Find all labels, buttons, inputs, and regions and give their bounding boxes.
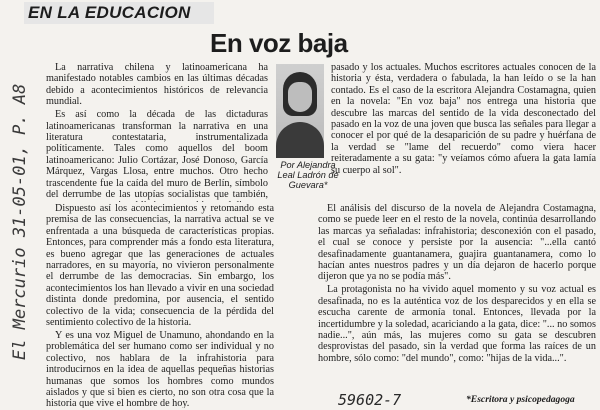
paragraph: El análisis del discurso de la novela de Alejandra Costamagna, como se puede leer en el resto de la novela, continúa desarrollando las marcas ya señaladas: infrahistoria; desconexión con el pasado, el cual se conoce y persiste por la ausencia: "...ella cantó desafinadamente guantanamera, guajira guantanamera, como lo hacían antes nuestros padres y un día dejaron de hacerlo porque dijeron que ya no se podía más". — [318, 203, 596, 283]
handwritten-source-note: El Mercurio 31-05-01, P. A8 — [10, 83, 30, 360]
article-headline: En voz baja — [210, 28, 348, 58]
author-photo — [276, 64, 324, 158]
author-note: *Escritora y psicopedagoga — [466, 394, 575, 405]
photo-caption: Por Alejandra Leal Ladrón de Guevara* — [277, 160, 339, 191]
handwritten-archive-number: 59602-7 — [338, 391, 402, 409]
paragraph: Es así como la década de las dictaduras latinoamericanas transforman la narrativa en una literatura contestataria, instrumentalizada políticamente. Tales como aquellos del boom latinoamericano: Julio Cortázar, José Donoso, García Márquez, Vargas Llosa, entre muchos. Otro hecho trascendente fue la caída del muro de Berlín, símbolo del derrumbe de las utopías socialistas que también, — [46, 109, 268, 200]
column-2-bottom — [318, 203, 596, 385]
column-1-bottom — [46, 203, 274, 408]
paragraph: La protagonista no ha vivido aquel momento y su voz actual es desafinada, no es la auténtica voz de los desparecidos y en ella se escucha carente de armonía tonal. Entonces, llevada por la incertidumbre y la soledad, acariciando a la gata, dice: "... no somos nadie...", aún más, las mujeres como su gata se descubren desprovistas del pasado, sin la verdad que forma las raíces de un hombre, sólo como: "del mundo", como: "hijas de la vida...". — [318, 284, 596, 364]
column-2-top — [331, 62, 596, 202]
section-header — [24, 2, 214, 24]
paragraph: Y es una voz Miguel de Unamuno, ahondando en la problemática del ser humano como ser individual y no colectivo, nos hablara de la infrahistoria para introducirnos en la idea de aquellas pequeñas historias humanas que somos los hombres como mundos aislados y que si bien es cierto, no son otra cosa que la historia que vive el hombre de hoy. — [46, 329, 274, 408]
section-label: EN LA EDUCACION — [28, 3, 191, 22]
paragraph: pasado y los actuales. Muchos escritores actuales conocen de la historia y ésta, verdadera o fabulada, la han leído o se la han contado. Es el caso de la escritora Alejandra Costamagna, quien en la novela: "En voz baja" nos entrega una historia que descubre las marcas del sentido de la vida desconectado del pasado en la voz de una joven que busca las señales para llegar a conocer el por qué de la desaparición de su padre y huérfana de la verdad se "lame del recuerdo" como viera hacer reiteradamente a su gata: "y veíamos cómo afuera la gata lamía su cuerpo al sol". — [331, 62, 596, 176]
column-1-top — [46, 62, 268, 202]
paragraph: La narrativa chilena y latinoamericana ha manifestado notables cambios en las últimas décadas debido a acontecimientos históricos de relevancia mundial. — [46, 62, 268, 108]
paragraph: Dispuesto así los acontecimientos y retomando esta premisa de las consecuencias, la narrativa actual se ve enfrentada a una búsqueda de características propias. Entonces, para comprender más a fondo esta literatura, es bueno agregar que las generaciones de actuales narradores, en su mayoría, no vivieron personalmente el derrumbe de las democracias. Sin embargo, los acontecimientos los han llevado a vivir en una sociedad distinta donde predomina, por ausencia, el sentido colectivo de la vida; consecuencia de la pérdida del sentimiento colectivo de la historia. — [46, 203, 274, 329]
